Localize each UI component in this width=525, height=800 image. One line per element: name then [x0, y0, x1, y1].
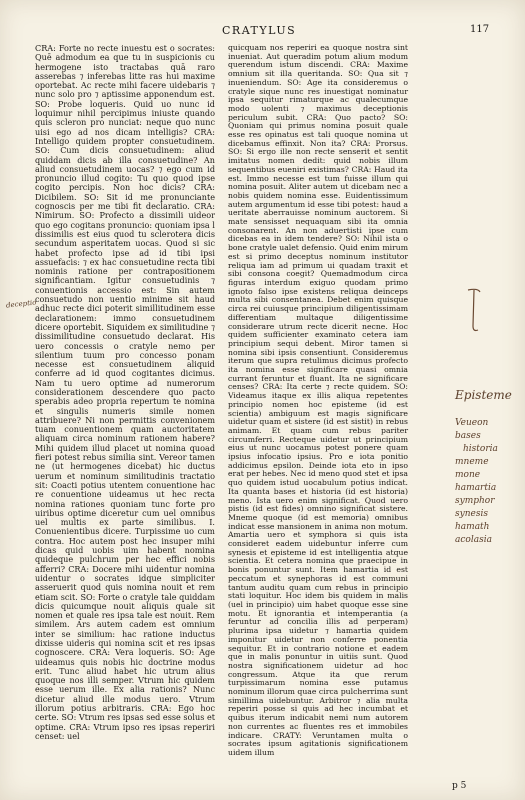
marginal-note: bases	[455, 431, 481, 441]
marginal-note: hamath	[455, 522, 490, 532]
marginal-note: Episteme	[455, 388, 512, 402]
right-column-text: quicquam nos reperiri ea quoque nostra sint inueniat. Aut queradim potum alium modum querendum istum discendi. CRA: Maxime omnium sit illa queritanda. SO: Qua sit ⁊ inueniendum. SO: Age ita consideremus o cratyle sique nunc res inuestigat nominatur ipsa sequitur rimaturque ac qualecumque modo uolenti ⁊ maximus deceptionis periculum subit. CRA: Quo pacto? SO: Quoniam qui primus nomina posuit quale esse res opinatus est tali quoque nomina ut dicebamus effinxit. Non ita? CRA: Prorsus. SO: Si ergo ille non recte senserit et sentit imitatus nomen dedit: quid nobis illum sequentibus eueniri existimas? CRA: Haud ita est. Immo necesse est tum fuisse illum qui nomina posuit. Aliter autem ut dicebam nec a nobis quidem nomina esse. Euidentissimum autem argumentum id esse tibi potest: haud a ueritate aberrauisse nominum auctorem. Si mate sensisset nequaquam sibi ita omnia consonarent. An non aduertisti ipse cum dicebas ea in idem tendere? SO: Nihil ista o bone cratyle ualet defensio. Quid enim mirum est si primo deceptus nominum institutor reliqua iam ad primum ui quadam traxit et sibi consona coegit? Quemadmodum circa figuras interdum exiguo quodam primo ignoto falso ipse existens reliqua deinceps multa sibi consentanea. Debet enim quisque circa rei cuiusque principium diligentissimam differentiam multaque diligentissime considerare utrum recte dicerit necne. Hoc quidem sufficienter examinato cetera iam principium sequi debent. Miror tamen si nomina sibi ipsis consentiunt. Consideremus iterum que supra retulimus dicimus profecto ita nomina esse significare quasi omnia currant feruntur et fluant. Ita ne significare censes? CRA: Ita certe ⁊ recte quidem. SO: Videamus itaque ex illis aliqua repetentes principio nomen hoc episteme (id est scientia) ambiguum est magis significare uidetur quam et sistere (id est sistit) in rebus animam. Et quam cum rebus pariter circumferri. Recteque uidetur ut principium eius ut nunc uocamus potest ponere quam ipsius infocatio ipsius. Pro e iota ponitio addicimus epsilon. Deinde iota eto in ipso erat per hebes. Nec id meno quod stet et ipsa quo quidem istud uocabulum potius indicat. Ita quanta bases et historia (id est historia) meno. Ista uero enim significat. Quod uero pistis (id est fides) omnino significat sistere. Mneme quoque (id est memoria) omnibus indicat esse mansionem in anima non motum. Amartia uero et symphora si quis ista consideret eadem uidebuntur inferre cum synesis et episteme id est intelligentia atque scientia. Et cetera nomina que praecipue in bonis ponuntur sunt. Item hamartia id est peccatum et synephoras id est communi tantum auditu quam cum rebus in principio stati loquitur. Hoc idem bis quidem in malis (uel in principio) uim habet quoque esse sine motu. Et ignorantia et intemperantia (a feruntur ad concilia illis ad perperam) plurima ipsa uidetur ⁊ hamartia quidem imponitur uidetur non conferre ponentia sequitur. Et in contrario notione et eadem que in malis ponuntur in uitiis sunt. Quod nostra significationem uidetur ad hoc congressum. Atque ita que rerum turpissimarum nomina esse putamus nominum illorum quae circa pulcherrima sunt simillima uidebuntur. Arbitror ⁊ alia multa reperiri posse si quis ad hec incumbat et quibus iterum indicabit nemi num autorem non currentes ac fluentes res et immobiles indicare. CRATY: Veruntamen multa o socrates ipsum agitationis significationem uidem illum	[228, 43, 408, 757]
marginal-note: mneme	[455, 457, 489, 467]
marginal-note: Veueon	[455, 418, 489, 428]
left-text-column	[35, 44, 215, 741]
page-number: 117	[470, 24, 490, 35]
running-title: CRATYLUS	[222, 24, 297, 37]
signature-mark: p 5	[452, 781, 467, 791]
left-column-text: CRA: Forte no recte inuestu est o socrates: Quē admodum ea que tu in suspicionis cu hermogene isto tractabas quā raro asserebas ⁊ inferebas litte ras hui maxime oportebat. Ac recte mihi facere uidebaris ⁊ nunc solo pro ⁊ aptissime apponendum est. SO: Probe loqueris. Quid uo nunc id loquimur nihil percipimus iniuste quando quis scleron pro nunciat: neque quo nunc uisi ego ad nos dicam intelligis? CRA: Intelligo quidem propter consuetudinem. SO: Cum dicis consuetudinem: aliud quiddam dicis ab illa consuetudine? An aliud consuetudinem uocas? ⁊ ego cum id pronuncio illud cogito: Tu quo quod ipse cogito percipis. Non hoc dicis? CRA: Dicibilem. SO: Sit id me pronunciante cognoscis per me tibi fit declaratio. CRA: Nimirum. SO: Profecto a dissimili uideor quo ego cogitans pronuncio: quoniam ipsa l dissimilis est eius quod tu sclerotera dicis secundum asperitatem uocas. Quod si sic habet profecto ipse ad id tibi ipsi assuefacis: ⁊ ex hac consuetudine recta tibi nominis ratione per contrapositionem significantiam. Igitur consuetudinis ⁊ conuentionis accessio est: Sin autem consuetudo non uentio minime sit haud adhuc recte dici poterit simillitudinem esse declarationem: immo consuetudinem dicere oportebit. Siquidem ex similitudine ⁊ dissimilitudine consuetudo declarat. His uero concessis o cratyle nemo per silentium tuum pro concesso ponam necesse est consuetudinem aliquid conferre ad id quod cogitantes dicimus. Nam tu uero optime ad numerorum considerationem descendere quo pacto sperabis adeo propria repertum te nomina et singulis numeris simile nomen attribuere? Ni non permittis convenionem tuam conuentionem quam auctoritatem aliquam circa nominum rationem habere? Mihi quidem illud placet ut nomina quoad fieri potest rebus similia sint. Vereor tamen ne (ut hermogenes dicebat) hic ductus uerum et nominum similitudinis tractatio sit: Coacti potius utentem conuentione hac re conuentione uideamus ut hec recta nomina rationes quoniam tunc forte pro uiribus optime diceretur cum uel omnibus uel multis ex parte similibus. I. Conuenientibus dicere. Turpissime uo cum contra. Hoc autem post hec insuper mihi dicas quid uobis uim habent nomina quideque pulchrum per hec effici nobis afferri? CRA: Docere mihi uidentur nomina uidentur o socrates idque simpliciter asseruerit quod quis nomina nouit et rem etiam scit. SO: Forte o cratyle tale quiddam dicis quicumque nouit aliquis quale sit nomen et quale res ipsa tale est nouit. Rem similem. Ars autem cadem est omnium inter se similium: hac ratione inductus dixisse uideris qui nomina scit et res ipsas cognoscere. CRA: Vera loqueris. SO: Age uideamus quis nobis hic doctrine modus erit. Tunc aliud habet hic utrum alius quoque nos illi semper. Vtrum hic quidem esse uerum ille. Ex alia rationis? Nunc dicetur aliud ille modus uero. Vtrum illorum potius arbitraris. CRA: Ego hoc certe. SO: Vtrum res ipsas sed esse solus et optime. CRA: Vtrum ipso res ipsas reperiri censet: uel	[35, 43, 215, 741]
marginal-note: synesis	[455, 509, 488, 519]
right-text-column	[228, 44, 408, 758]
marginal-note: mone	[455, 470, 481, 480]
marginal-note: acolasia	[455, 535, 492, 545]
marginal-note-list	[455, 388, 525, 548]
marginal-note-left: deceptio	[5, 298, 37, 310]
marginal-note: hamartia	[455, 483, 497, 493]
handwritten-bracket-mark	[464, 286, 484, 334]
marginal-note: historia	[463, 444, 498, 454]
marginal-note: symphor	[455, 496, 495, 506]
